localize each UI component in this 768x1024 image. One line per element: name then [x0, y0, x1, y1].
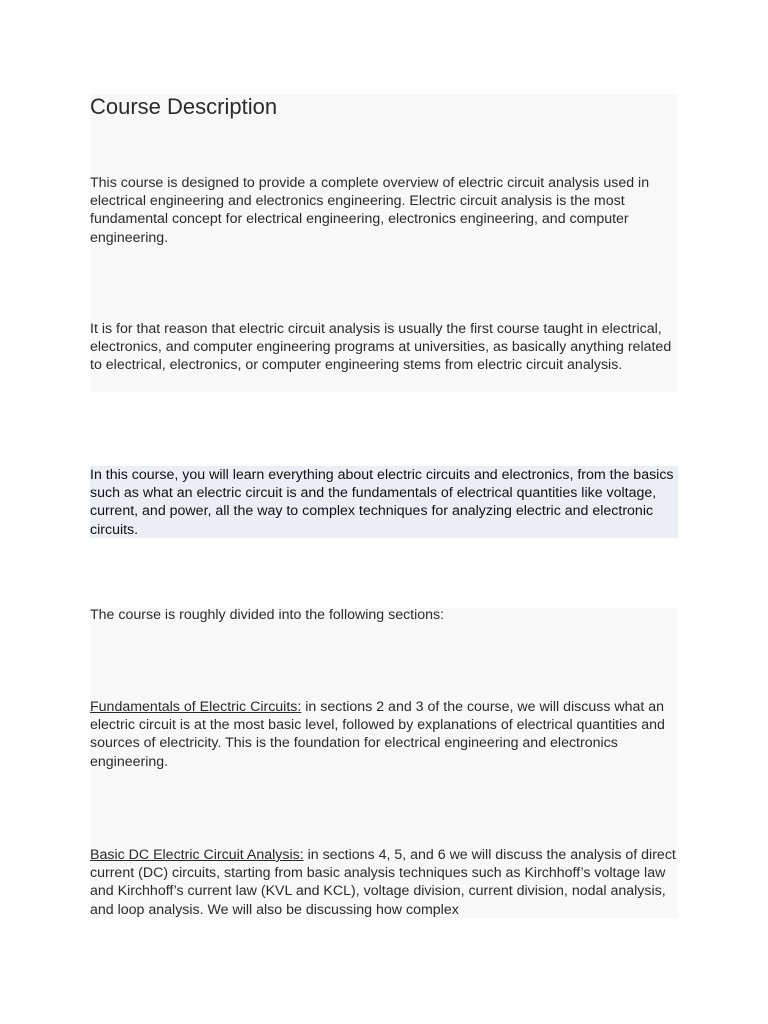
paragraph-fundamentals	[90, 698, 680, 771]
paragraph-overview: This course is designed to provide a complete overview of electric circuit analysis used in electrical engineering and electronics engineering. Electric circuit analysis is the most fundamental concept for electrical engineering, electronics engineering, and computer engineering.	[90, 175, 650, 246]
paragraph-sections-intro: The course is roughly divided into the following sections:	[90, 607, 445, 623]
section-text-dc-analysis: in sections 4, 5, and 6 we will discuss the analysis of direct current (DC) circuits, starting from basic analysis techniques such as Kirchhoff’s voltage law and Kirchhoff’s current law (KVL and KCL), voltage division, current division, nodal analysis, and loop analysis. We will also be discussing how complex	[90, 847, 676, 918]
paragraph-dc-analysis	[90, 846, 680, 919]
section-heading-dc-analysis: Basic DC Electric Circuit Analysis:	[90, 847, 304, 863]
paragraph-learn: In this course, you will learn everything about electric circuits and electronics, from the basics such as what an electric circuit is and the fundamentals of electrical quantities like voltage, current, and power, all the way to complex techniques for analyzing electric and electronic circuits.	[90, 467, 674, 538]
page-title: Course Description	[90, 94, 278, 119]
section-heading-fundamentals: Fundamentals of Electric Circuits:	[90, 699, 302, 715]
paragraph-reason: It is for that reason that electric circuit analysis is usually the first course taught in electrical, electronics, and computer engineering programs at universities, as basically anything related to electrical, electronics, or computer engineering stems from electric circuit analysis.	[90, 321, 672, 374]
section-text-fundamentals: in sections 2 and 3 of the course, we will discuss what an electric circuit is at the most basic level, followed by explanations of electrical quantities and sources of electricity. This is the foundation for electrical engineering and electronics engineering.	[90, 699, 665, 770]
